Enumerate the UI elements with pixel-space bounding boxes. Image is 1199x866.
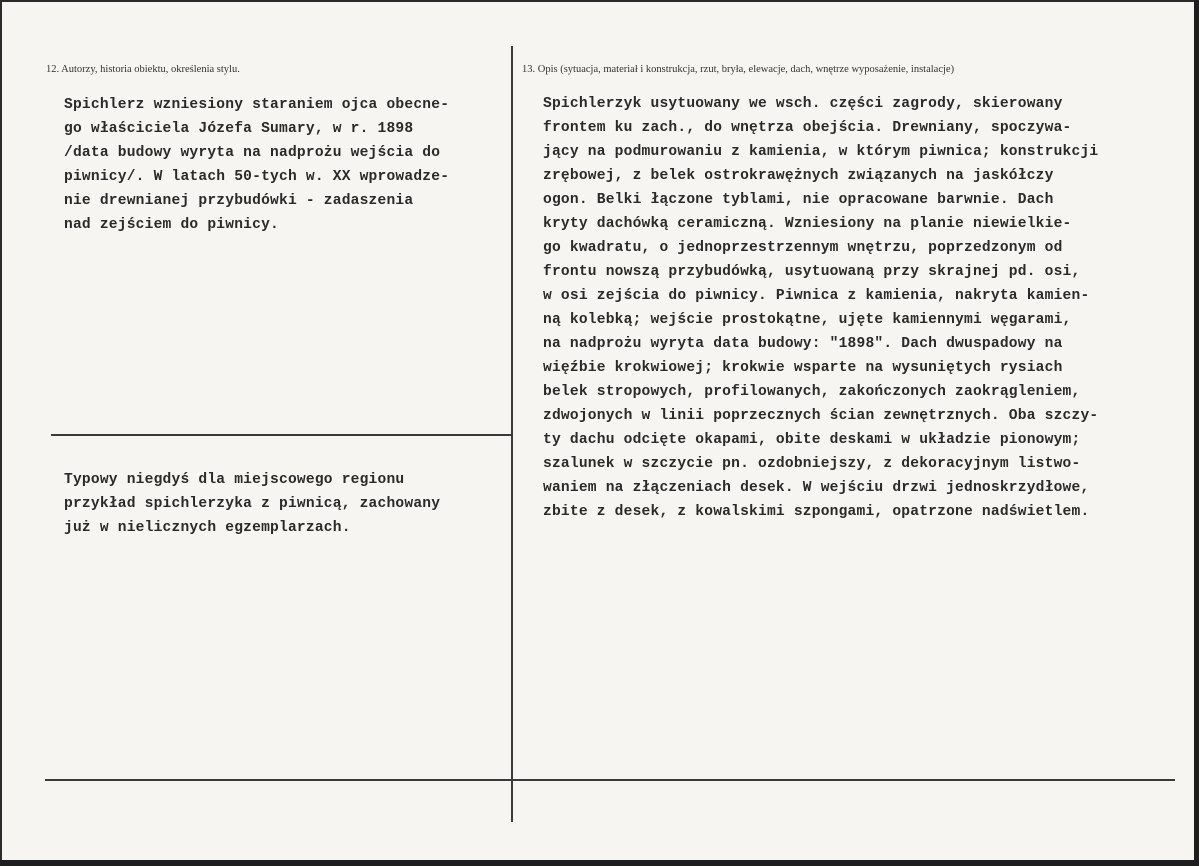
text-line: belek stropowych, profilowanych, zakończonych zaokrągleniem, (543, 384, 1081, 400)
column-divider (511, 46, 513, 822)
significance-note-text (64, 468, 440, 540)
bottom-rule (45, 779, 1175, 781)
field-13-label: 13. Opis (sytuacja, materiał i konstrukcja, rzut, bryła, elewacje, dach, wnętrze wyposażenie, instalacje) (522, 64, 955, 75)
left-section-divider (51, 434, 511, 436)
text-line: waniem na złączeniach desek. W wejściu drzwi jednoskrzydłowe, (543, 480, 1090, 496)
text-line: Spichlerzyk usytuowany we wsch. części zagrody, skierowany (543, 96, 1063, 112)
text-line: nie drewnianej przybudówki - zadaszenia (64, 193, 414, 209)
catalog-card (2, 2, 1194, 860)
text-line: Spichlerz wzniesiony staraniem ojca obecne- (64, 97, 450, 113)
text-line: już w nielicznych egzemplarzach. (64, 520, 351, 536)
text-line: w osi zejścia do piwnicy. Piwnica z kamienia, nakryta kamien- (543, 288, 1090, 304)
text-line: frontem ku zach., do wnętrza obejścia. Drewniany, spoczywa- (543, 120, 1072, 136)
scan-border-right (1194, 0, 1199, 866)
text-line: jący na podmurowaniu z kamienia, w którym piwnica; konstrukcji (543, 144, 1099, 160)
field-13-text (543, 92, 1098, 524)
text-line: go właściciela Józefa Sumary, w r. 1898 (64, 121, 414, 137)
text-line: zdwojonych w linii poprzecznych ścian zewnętrznych. Oba szczy- (543, 408, 1099, 424)
text-line: zrębowej, z belek ostrokrawężnych związanych na jaskółczy (543, 168, 1054, 184)
text-line: /data budowy wyryta na nadprożu wejścia do (64, 145, 441, 161)
text-line: Typowy niegdyś dla miejscowego regionu (64, 472, 405, 488)
text-line: ty dachu odcięte okapami, obite deskami w układzie pionowym; (543, 432, 1081, 448)
scan-border-bottom (0, 860, 1199, 866)
text-line: frontu nowszą przybudówką, usytuowaną przy skrajnej pd. osi, (543, 264, 1081, 280)
text-line: ną kolebką; wejście prostokątne, ujęte kamiennymi węgarami, (543, 312, 1072, 328)
text-line: przykład spichlerzyka z piwnicą, zachowany (64, 496, 441, 512)
text-line: więźbie krokwiowej; krokwie wsparte na wysuniętych rysiach (543, 360, 1063, 376)
text-line: kryty dachówką ceramiczną. Wzniesiony na planie niewielkie- (543, 216, 1072, 232)
text-line: nad zejściem do piwnicy. (64, 217, 279, 233)
field-12-text (64, 93, 449, 237)
text-line: na nadprożu wyryta data budowy: "1898". Dach dwuspadowy na (543, 336, 1063, 352)
text-line: szalunek w szczycie pn. ozdobniejszy, z dekoracyjnym listwo- (543, 456, 1081, 472)
text-line: ogon. Belki łączone tyblami, nie opracowane barwnie. Dach (543, 192, 1054, 208)
field-12-label: 12. Autorzy, historia obiektu, określenia stylu. (46, 64, 240, 75)
text-line: piwnicy/. W latach 50-tych w. XX wprowadze- (64, 169, 450, 185)
text-line: go kwadratu, o jednoprzestrzennym wnętrzu, poprzedzonym od (543, 240, 1063, 256)
text-line: zbite z desek, z kowalskimi szpongami, opatrzone nadświetlem. (543, 504, 1090, 520)
